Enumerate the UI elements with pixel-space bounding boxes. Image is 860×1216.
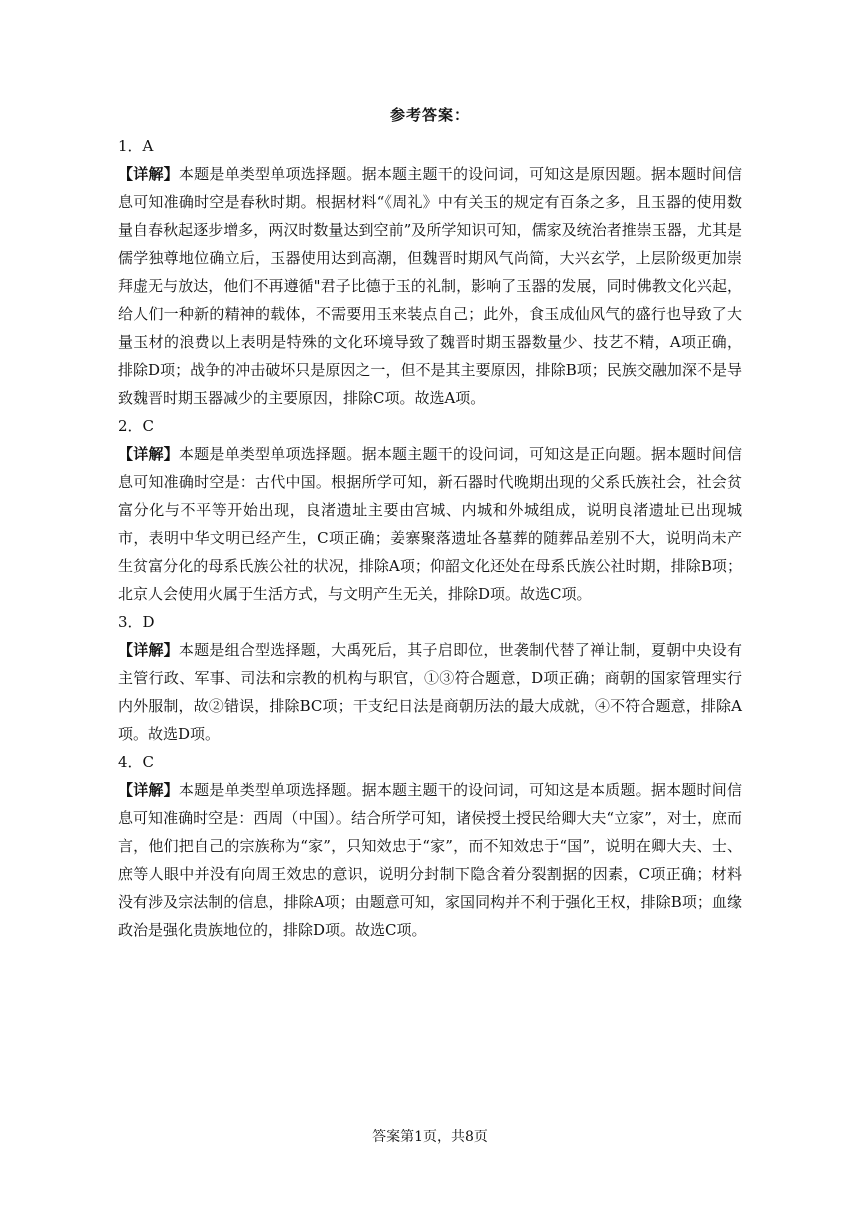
answer-number: 3．D — [118, 613, 155, 631]
explanation-text: 本题是单类型单项选择题。据本题主题干的设问词，可知这是原因题。据本题时间信息可知准确时空是春秋时期。根据材料“《周礼》中有关玉的规定有百条之多，且玉器的使用数量自春秋起逐步增多，两汉时数量达到空前”及所学知识可知，儒家及统治者推崇玉器，尤其是儒学独尊地位确立后，玉器使用达到高潮，但魏晋时期风气尚简，大兴玄学，上层阶级更加崇拜虚无与放达，他们不再遵循"君子比德于玉的礼制，影响了玉器的发展，同时佛教文化兴起，给人们一种新的精神的载体，不需要用玉来装点自己；此外，食玉成仙风气的盛行也导致了大量玉材的浪费以上表明是特殊的文化环境导致了魏晋时期玉器数量少、技艺不精，A项正确，排除D项；战争的冲击破坏只是原因之一，但不是其主要原因，排除B项；民族交融加深不是导致魏晋时期玉器减少的主要原因，排除C项。故选A项。 — [118, 165, 742, 407]
explanation-tag: 【详解】 — [118, 641, 179, 659]
answer-item-4 — [118, 748, 742, 944]
answer-number: 2．C — [118, 417, 155, 435]
explanation-text: 本题是组合型选择题，大禹死后，其子启即位，世袭制代替了禅让制，夏朝中央设有主管行政、军事、司法和宗教的机构与职官，①③符合题意，D项正确；商朝的国家管理实行内外服制，故②错误，排除BC项；干支纪日法是商朝历法的最大成就，④不符合题意，排除A项。故选D项。 — [118, 641, 742, 743]
answer-number: 1．A — [118, 137, 154, 155]
page-title: 参考答案： — [389, 106, 470, 124]
answer-explanation — [118, 776, 742, 944]
explanation-tag: 【详解】 — [118, 165, 179, 183]
answers-section — [118, 132, 742, 944]
answer-explanation — [118, 160, 742, 412]
explanation-tag: 【详解】 — [118, 445, 179, 463]
answer-item-1 — [118, 132, 742, 412]
explanation-tag: 【详解】 — [118, 781, 179, 799]
explanation-text: 本题是单类型单项选择题。据本题主题干的设问词，可知这是本质题。据本题时间信息可知准确时空是：西周（中国）。结合所学可知，诸侯授土授民给卿大夫“立家”，对士，庶而言，他们把自己的宗族称为“家”，只知效忠于“家”，而不知效忠于“国”，说明在卿大夫、士、庶等人眼中并没有向周王效忠的意识，说明分封制下隐含着分裂割据的因素，C项正确；材料没有涉及宗法制的信息，排除A项；由题意可知，家国同构并不利于强化王权，排除B项；血缘政治是强化贵族地位的，排除D项。故选C项。 — [118, 781, 742, 939]
answer-explanation — [118, 440, 742, 608]
answer-number: 4．C — [118, 753, 155, 771]
answer-item-2 — [118, 412, 742, 608]
explanation-text: 本题是单类型单项选择题。据本题主题干的设问词，可知这是正向题。据本题时间信息可知准确时空是：古代中国。根据所学可知，新石器时代晚期出现的父系氏族社会，社会贫富分化与不平等开始出现，良渚遗址主要由宫城、内城和外城组成，说明良渚遗址已出现城市，表明中华文明已经产生，C项正确；姜寨聚落遗址各墓葬的随葬品差别不大，说明尚未产生贫富分化的母系氏族公社的状况，排除A项；仰韶文化还处在母系氏族公社时期，排除B项；北京人会使用火属于生活方式，与文明产生无关，排除D项。故选C项。 — [118, 445, 742, 603]
answer-explanation — [118, 636, 742, 748]
page-footer: 答案第1页，共8页 — [372, 1129, 488, 1145]
answer-item-3 — [118, 608, 742, 748]
